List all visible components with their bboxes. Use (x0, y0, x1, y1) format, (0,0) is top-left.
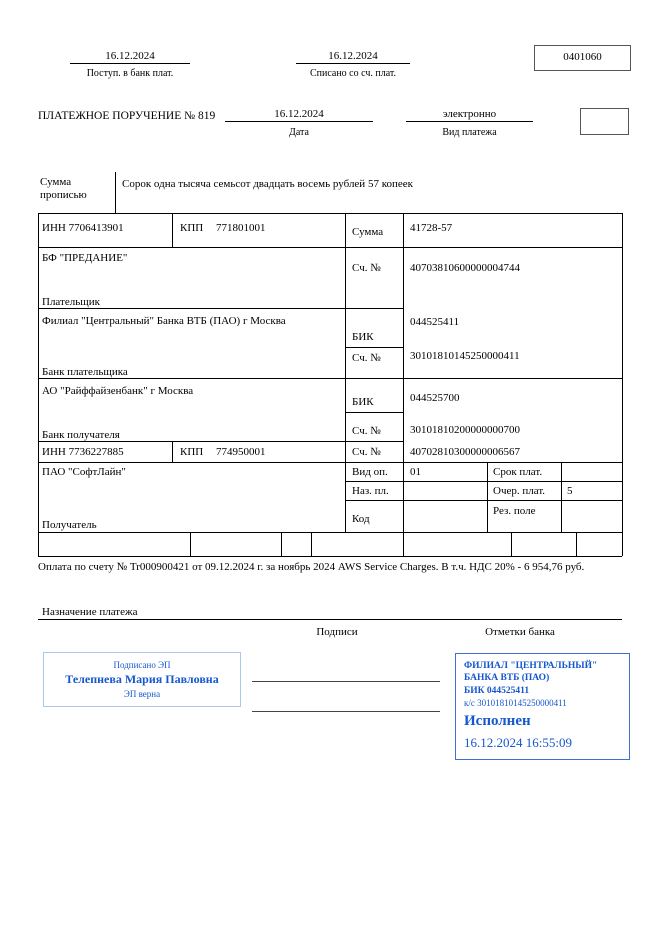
grid-line (38, 532, 622, 533)
grid-line (345, 481, 622, 482)
payer-bank-account-value: 30101810145250000411 (410, 350, 520, 362)
payer-name: БФ "ПРЕДАНИЕ" (42, 252, 128, 264)
payer-kpp-label: КПП (180, 222, 204, 234)
beneficiary-bank-bik-label: БИК (352, 396, 374, 408)
grid-line (38, 213, 622, 214)
bank-marks-header: Отметки банка (485, 626, 555, 638)
signatures-header: Подписи (316, 626, 358, 638)
payer-account-label: Сч. № (352, 262, 381, 274)
payer-label: Плательщик (42, 296, 100, 308)
grid-line (38, 213, 39, 556)
beneficiary-kpp-label: КПП (180, 446, 204, 458)
document-date-value: 16.12.2024 (225, 108, 373, 122)
stamp-bank-name: ФИЛИАЛ "ЦЕНТРАЛЬНЫЙ" БАНКА ВТБ (ПАО) (464, 661, 598, 683)
signature-line-1 (252, 681, 440, 682)
grid-line (172, 213, 173, 247)
beneficiary-inn: ИНН 7736227885 (42, 446, 124, 458)
payer-inn: ИНН 7706413901 (42, 222, 124, 234)
grid-line (190, 532, 191, 556)
grid-line (345, 500, 622, 501)
grid-line (511, 532, 512, 556)
purpose-code-label: Наз. пл. (352, 485, 389, 497)
op-type-value: 01 (410, 466, 421, 478)
grid-line (345, 347, 403, 348)
grid-line (115, 172, 116, 213)
debited-date-value: 16.12.2024 (296, 50, 410, 64)
payer-bank-account-label: Сч. № (352, 352, 381, 364)
priority-label: Очер. плат. (493, 485, 546, 497)
amount-words-value: Сорок одна тысяча семьсот двадцать восемь рублей 57 копеек (122, 178, 413, 190)
payment-type-label: Вид платежа (442, 127, 497, 138)
term-label: Срок плат. (493, 466, 543, 478)
payer-bank-bik-label: БИК (352, 331, 374, 343)
grid-line (38, 462, 622, 463)
beneficiary-bank-name: АО "Райффайзенбанк" г Москва (42, 385, 194, 397)
esignature-stamp (43, 652, 241, 707)
esign-valid-label: ЭП верна (123, 689, 161, 699)
status-box-empty (580, 108, 629, 135)
grid-line (345, 412, 403, 413)
grid-line (38, 556, 622, 557)
signature-line-2 (252, 711, 440, 712)
payer-kpp-value: 771801001 (216, 222, 266, 234)
code-label: Код (352, 513, 370, 525)
received-date-value: 16.12.2024 (70, 50, 190, 64)
grid-line (311, 532, 312, 556)
grid-line (622, 213, 623, 556)
grid-line (403, 213, 404, 556)
beneficiary-bank-account-label: Сч. № (352, 425, 381, 437)
document-date-label: Дата (289, 127, 309, 138)
amount-words-label: Сумма прописью (40, 176, 87, 201)
stamp-timestamp: 16.12.2024 16:55:09 (464, 734, 572, 750)
beneficiary-account-label: Сч. № (352, 446, 381, 458)
stamp-bik: БИК 044525411 (464, 685, 530, 696)
form-code-box (534, 45, 631, 71)
grid-line (345, 213, 346, 532)
grid-line (561, 462, 562, 532)
payment-type-value: электронно (406, 108, 533, 122)
sum-label: Сумма (352, 226, 384, 238)
beneficiary-bank-bik-value: 044525700 (410, 392, 460, 404)
beneficiary-bank-account-value: 30101810200000000700 (410, 424, 520, 436)
reserve-field-label: Рез. поле (493, 505, 536, 517)
received-date-label: Поступ. в банк плат. (86, 68, 174, 79)
payer-bank-label: Банк плательщика (42, 366, 128, 378)
grid-line (172, 441, 173, 462)
esign-signed-label: Подписано ЭП (113, 660, 171, 670)
beneficiary-bank-label: Банк получателя (42, 429, 120, 441)
document-title: ПЛАТЕЖНОЕ ПОРУЧЕНИЕ № 819 (38, 110, 216, 122)
purpose-label: Назначение платежа (42, 606, 138, 618)
purpose-underline (38, 619, 622, 620)
debited-date-label: Списано со сч. плат. (309, 68, 397, 79)
bank-execution-stamp (455, 653, 630, 760)
stamp-status: Исполнен (464, 712, 531, 729)
op-type-label: Вид оп. (352, 466, 388, 478)
grid-line (576, 532, 577, 556)
grid-line (281, 532, 282, 556)
grid-line (487, 462, 488, 532)
beneficiary-kpp-value: 774950001 (216, 446, 266, 458)
sum-value: 41728-57 (410, 222, 453, 234)
esign-signer-name: Телепнева Мария Павловна (65, 672, 219, 686)
purpose-text: Оплата по счету № Tr000900421 от 09.12.2024 г. за ноябрь 2024 AWS Service Charges. В т.ч. НДС 20% - 6 954,76 руб. (38, 561, 585, 573)
beneficiary-label: Получатель (42, 519, 97, 531)
grid-line (38, 247, 622, 248)
payer-account-value: 40703810600000004744 (410, 262, 520, 274)
priority-value: 5 (567, 485, 573, 497)
beneficiary-account-value: 40702810300000006567 (410, 446, 520, 458)
form-code: 0401060 (563, 51, 602, 63)
beneficiary-name: ПАО "СофтЛайн" (42, 466, 126, 478)
payer-bank-bik-value: 044525411 (410, 316, 460, 328)
payer-bank-name: Филиал "Центральный" Банка ВТБ (ПАО) г Москва (42, 315, 286, 327)
stamp-corr-account: к/с 30101810145250000411 (464, 697, 567, 708)
